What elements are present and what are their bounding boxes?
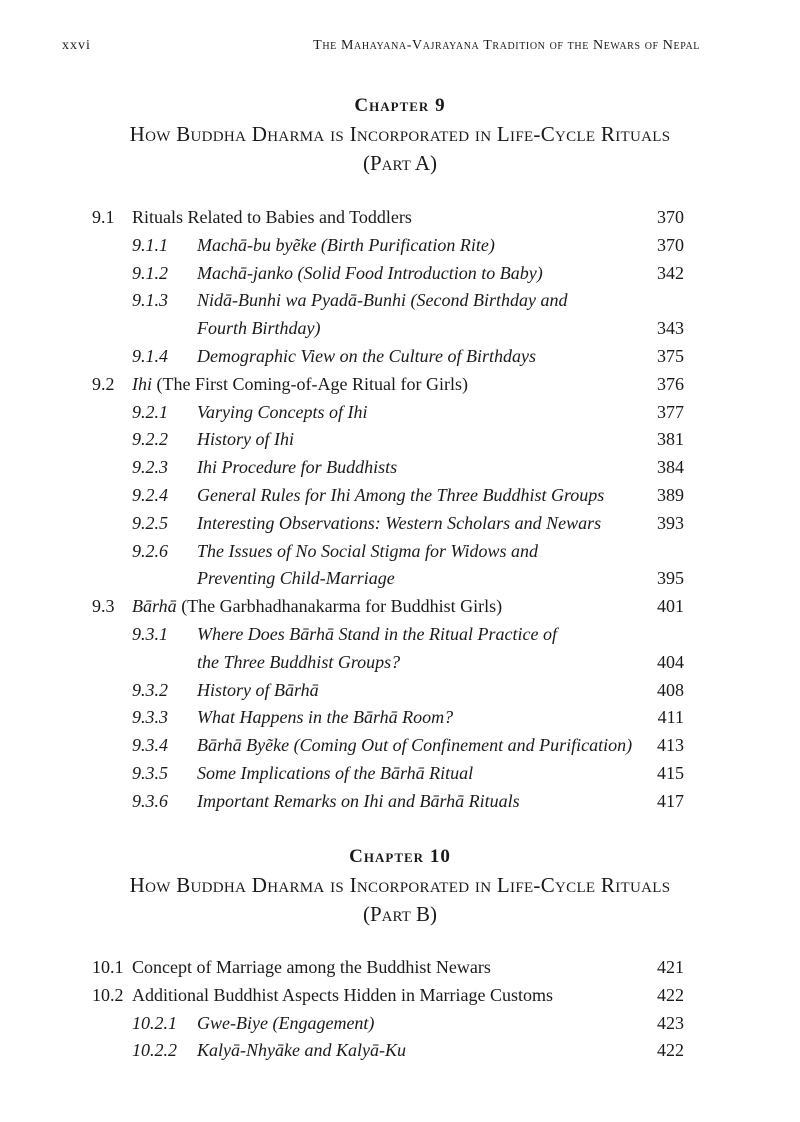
section-number: 9.1.4 bbox=[132, 345, 168, 366]
section-title-rest: (The Garbhadhanakarma for Buddhist Girls) bbox=[176, 596, 503, 617]
section-number: 9.2 bbox=[92, 373, 115, 394]
chapter-9-heading bbox=[0, 92, 800, 178]
section-title: Machā-bu byẽke (Birth Purification Rite) bbox=[197, 234, 495, 255]
section-title: Ihi Procedure for Buddhists bbox=[197, 457, 398, 478]
section-title: What Happens in the Bārhā Room? bbox=[197, 707, 454, 728]
section-title-italic: Ihi bbox=[132, 373, 152, 394]
page-number: 395 bbox=[657, 568, 684, 589]
toc-entry[interactable] bbox=[92, 454, 684, 482]
section-number: 9.3.6 bbox=[132, 790, 168, 811]
toc-entry-continuation[interactable] bbox=[92, 565, 684, 593]
section-title: Concept of Marriage among the Buddhist Newars bbox=[132, 957, 491, 977]
chapter-label: Chapter 10 bbox=[349, 846, 451, 867]
page-number: 401 bbox=[657, 596, 684, 617]
section-number: 9.3.3 bbox=[132, 707, 168, 728]
section-title: Preventing Child-Marriage bbox=[197, 568, 395, 589]
toc-entry[interactable] bbox=[92, 399, 684, 427]
section-title-italic: Bārhā bbox=[132, 596, 177, 617]
toc-entry-continuation[interactable] bbox=[92, 315, 684, 343]
section-title: Demographic View on the Culture of Birthdays bbox=[197, 345, 536, 366]
section-number: 9.2.3 bbox=[132, 457, 168, 478]
section-title bbox=[132, 371, 468, 399]
section-number: 10.2 bbox=[92, 984, 124, 1005]
toc-entry[interactable] bbox=[92, 232, 684, 260]
section-title: Gwe-Biye (Engagement) bbox=[197, 1012, 375, 1033]
page-number: 342 bbox=[657, 262, 684, 283]
toc-entry[interactable] bbox=[92, 260, 684, 288]
chapter-10-toc bbox=[92, 954, 684, 1065]
toc-entry[interactable] bbox=[92, 371, 684, 399]
section-title: Where Does Bārhā Stand in the Ritual Practice of bbox=[197, 623, 557, 644]
toc-entry[interactable] bbox=[92, 287, 684, 315]
section-title: Varying Concepts of Ihi bbox=[197, 401, 368, 422]
toc-entry[interactable] bbox=[92, 788, 684, 816]
page-number: 384 bbox=[657, 457, 684, 478]
section-number: 9.3.4 bbox=[132, 735, 168, 756]
toc-entry[interactable] bbox=[92, 1037, 684, 1065]
section-number: 10.1 bbox=[92, 957, 124, 977]
section-number: 9.2.1 bbox=[132, 401, 168, 422]
page-number: 370 bbox=[657, 234, 684, 255]
chapter-title: How Buddha Dharma is Incorporated in Life-Cycle Rituals bbox=[129, 873, 671, 897]
page-number: 422 bbox=[657, 1040, 684, 1061]
toc-entry[interactable] bbox=[92, 704, 684, 732]
page-number: 417 bbox=[657, 790, 684, 811]
chapter-label: Chapter 9 bbox=[354, 95, 446, 116]
chapter-9-toc bbox=[92, 204, 684, 816]
page-number: 393 bbox=[657, 512, 684, 533]
page-number: 381 bbox=[657, 429, 684, 450]
page-number: 415 bbox=[657, 762, 684, 783]
section-number: 9.1.2 bbox=[132, 262, 168, 283]
section-number: 10.2.1 bbox=[132, 1012, 177, 1033]
page-folio: xxvi bbox=[62, 38, 91, 53]
chapter-10-heading bbox=[0, 843, 800, 929]
page-number: 375 bbox=[657, 345, 684, 366]
toc-entry[interactable] bbox=[92, 426, 684, 454]
toc-entry[interactable] bbox=[92, 954, 684, 982]
section-title: Important Remarks on Ihi and Bārhā Rituals bbox=[197, 790, 520, 811]
section-title: Machā-janko (Solid Food Introduction to Baby) bbox=[197, 262, 543, 283]
chapter-subtitle: (Part B) bbox=[362, 902, 438, 926]
chapter-subtitle: (Part A) bbox=[362, 151, 438, 175]
page-number: 413 bbox=[657, 735, 684, 756]
section-number: 9.3 bbox=[92, 596, 115, 617]
section-title: Fourth Birthday) bbox=[197, 318, 321, 339]
section-title: The Issues of No Social Stigma for Widows and bbox=[197, 540, 539, 561]
page-number: 370 bbox=[657, 207, 684, 227]
section-number: 10.2.2 bbox=[132, 1040, 177, 1061]
toc-entry[interactable] bbox=[92, 732, 684, 760]
section-number: 9.1.3 bbox=[132, 290, 168, 311]
section-title: Additional Buddhist Aspects Hidden in Marriage Customs bbox=[132, 984, 553, 1005]
section-number: 9.3.5 bbox=[132, 762, 168, 783]
toc-entry[interactable] bbox=[92, 593, 684, 621]
toc-entry[interactable] bbox=[92, 343, 684, 371]
section-title: Nidā-Bunhi wa Pyadā-Bunhi (Second Birthday and bbox=[197, 290, 568, 311]
toc-entry[interactable] bbox=[92, 204, 684, 232]
running-head bbox=[62, 38, 700, 62]
toc-entry[interactable] bbox=[92, 621, 684, 649]
section-number: 9.3.1 bbox=[132, 623, 168, 644]
section-title bbox=[132, 593, 502, 621]
page-number: 389 bbox=[657, 484, 684, 505]
section-title: Bārhā Byẽke (Coming Out of Confinement and Purification) bbox=[197, 735, 633, 756]
toc-entry[interactable] bbox=[92, 1010, 684, 1038]
section-number: 9.2.2 bbox=[132, 429, 168, 450]
page-number: 376 bbox=[657, 373, 684, 394]
section-number: 9.2.4 bbox=[132, 484, 168, 505]
section-number: 9.1 bbox=[92, 207, 115, 227]
section-title: Kalyā-Nhyāke and Kalyā-Ku bbox=[197, 1040, 406, 1061]
section-title: Interesting Observations: Western Scholars and Newars bbox=[197, 512, 602, 533]
toc-entry[interactable] bbox=[92, 510, 684, 538]
toc-entry[interactable] bbox=[92, 482, 684, 510]
page-number: 423 bbox=[657, 1012, 684, 1033]
section-title: History of Bārhā bbox=[197, 679, 319, 700]
section-number: 9.2.6 bbox=[132, 540, 168, 561]
section-title: the Three Buddhist Groups? bbox=[197, 651, 401, 672]
page-number: 404 bbox=[657, 651, 684, 672]
section-title: General Rules for Ihi Among the Three Buddhist Groups bbox=[197, 484, 605, 505]
section-title: Rituals Related to Babies and Toddlers bbox=[132, 207, 412, 227]
running-title: The Mahayana-Vajrayana Tradition of the Newars of Nepal bbox=[313, 38, 700, 53]
section-number: 9.1.1 bbox=[132, 234, 168, 255]
page-number: 411 bbox=[657, 707, 684, 728]
page-number: 343 bbox=[657, 318, 684, 339]
section-title: History of Ihi bbox=[197, 429, 294, 450]
toc-entry[interactable] bbox=[92, 760, 684, 788]
section-number: 9.2.5 bbox=[132, 512, 168, 533]
toc-entry[interactable] bbox=[92, 677, 684, 705]
section-title: Some Implications of the Bārhā Ritual bbox=[197, 762, 474, 783]
toc-entry[interactable] bbox=[92, 538, 684, 566]
page-number: 377 bbox=[657, 401, 684, 422]
page-number: 408 bbox=[657, 679, 684, 700]
toc-entry-continuation[interactable] bbox=[92, 649, 684, 677]
page-number: 422 bbox=[657, 984, 684, 1005]
section-number: 9.3.2 bbox=[132, 679, 168, 700]
toc-entry[interactable] bbox=[92, 982, 684, 1010]
page-number: 421 bbox=[657, 957, 684, 977]
chapter-title: How Buddha Dharma is Incorporated in Life-Cycle Rituals bbox=[129, 122, 671, 146]
section-title-rest: (The First Coming-of-Age Ritual for Girls) bbox=[152, 373, 468, 394]
